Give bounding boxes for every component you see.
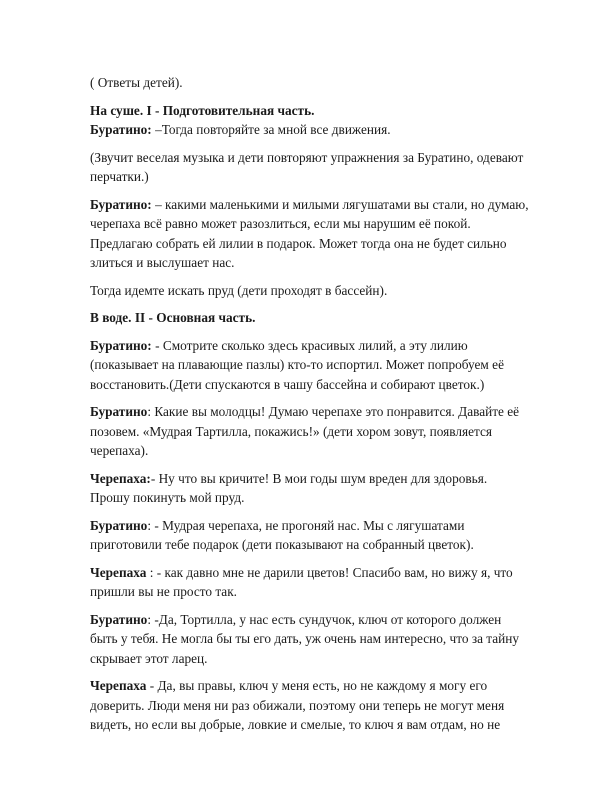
paragraph-text: (Звучит веселая музыка и дети повторяют упражнения за Буратино, одевают перчатки.) bbox=[90, 149, 524, 184]
paragraph-buratino-gift bbox=[90, 516, 530, 555]
paragraph-text: : Какие вы молодцы! Думаю черепахе это понравится. Давайте её позовем. «Мудрая Тартилла, покажись!» (дети хором зовут, появляется черепаха). bbox=[90, 404, 520, 458]
section-heading-in-water bbox=[90, 308, 530, 328]
paragraph-text: - Ну что вы кричите! В мои годы шум вреден для здоровья. Прошу покинуть мой пруд. bbox=[90, 470, 488, 505]
paragraph-text: - Да, вы правы, ключ у меня есть, но не каждому я могу его доверить. Люди меня ни раз обижали, поэтому они теперь не могут меня видеть, но если вы добрые, ловкие и смелые, то ключ я вам отдам, но не bbox=[90, 678, 505, 732]
speaker-label: Буратино: bbox=[90, 122, 152, 137]
paragraph-children-answers bbox=[90, 73, 530, 93]
paragraph-text: : - Мудрая черепаха, не прогоняй нас. Мы с лягушатами приготовили тебе подарок (дети показывают на собранный цветок). bbox=[90, 517, 474, 552]
speaker-label: Буратино bbox=[90, 517, 148, 533]
paragraph-buratino-lilies bbox=[90, 336, 530, 395]
paragraph-text: Тогда идемте искать пруд (дети проходят в бассейн). bbox=[90, 282, 388, 298]
paragraph-text: : -Да, Тортилла, у нас есть сундучок, ключ от которого должен быть у тебя. Не могла бы ты его дать, уж очень нам интересно, что за тайну скрывает этот ларец. bbox=[90, 611, 520, 666]
document-body bbox=[90, 73, 530, 743]
paragraph-text: – какими маленькими и милыми лягушатами вы стали, но думаю, черепаха всё равно может разозлиться, если мы нарушим её покой. Предлагаю собрать ей лилии в подарок. Может тогда она не будет сильно злиться и выслушает нас. bbox=[90, 196, 529, 270]
paragraph-turtle-noise bbox=[90, 469, 530, 508]
paragraph-buratino-call-turtle bbox=[90, 402, 530, 461]
paragraph-text: - Смотрите сколько здесь красивых лилий, а эту лилию (показывает на плавающие пазлы) кто-то испортил. Может попробуем её восстановить.(Дети спускаются в чашу бассейна и собирают цветок.) bbox=[90, 337, 504, 392]
paragraph-text: : - как давно мне не дарили цветов! Спасибо вам, но вижу я, что пришли вы не просто так. bbox=[90, 564, 513, 599]
speaker-label: Буратино bbox=[90, 611, 148, 627]
section-heading: На суше. I - Подготовительная часть. bbox=[90, 102, 315, 118]
speaker-label: Черепаха bbox=[90, 678, 147, 693]
paragraph-buratino-frogs bbox=[90, 195, 530, 273]
paragraph-text: –Тогда повторяйте за мной все движения. bbox=[151, 122, 391, 137]
section-heading: В воде. II - Основная часть. bbox=[90, 310, 256, 325]
speaker-label: Буратино: bbox=[90, 196, 152, 212]
paragraph-turtle-key bbox=[90, 676, 530, 735]
paragraph-music-stage-direction bbox=[90, 148, 530, 187]
speaker-label: Черепаха bbox=[90, 564, 147, 580]
paragraph-turtle-flowers bbox=[90, 563, 530, 602]
paragraph-text: ( Ответы детей). bbox=[90, 75, 183, 90]
speaker-label: Буратино: bbox=[90, 337, 152, 353]
paragraph-buratino-repeat bbox=[90, 120, 530, 140]
paragraph-buratino-chest bbox=[90, 610, 530, 669]
section-heading-on-land bbox=[90, 101, 530, 121]
speaker-label: Буратино bbox=[90, 404, 148, 419]
paragraph-find-pond bbox=[90, 281, 530, 301]
speaker-label: Черепаха: bbox=[90, 470, 151, 486]
